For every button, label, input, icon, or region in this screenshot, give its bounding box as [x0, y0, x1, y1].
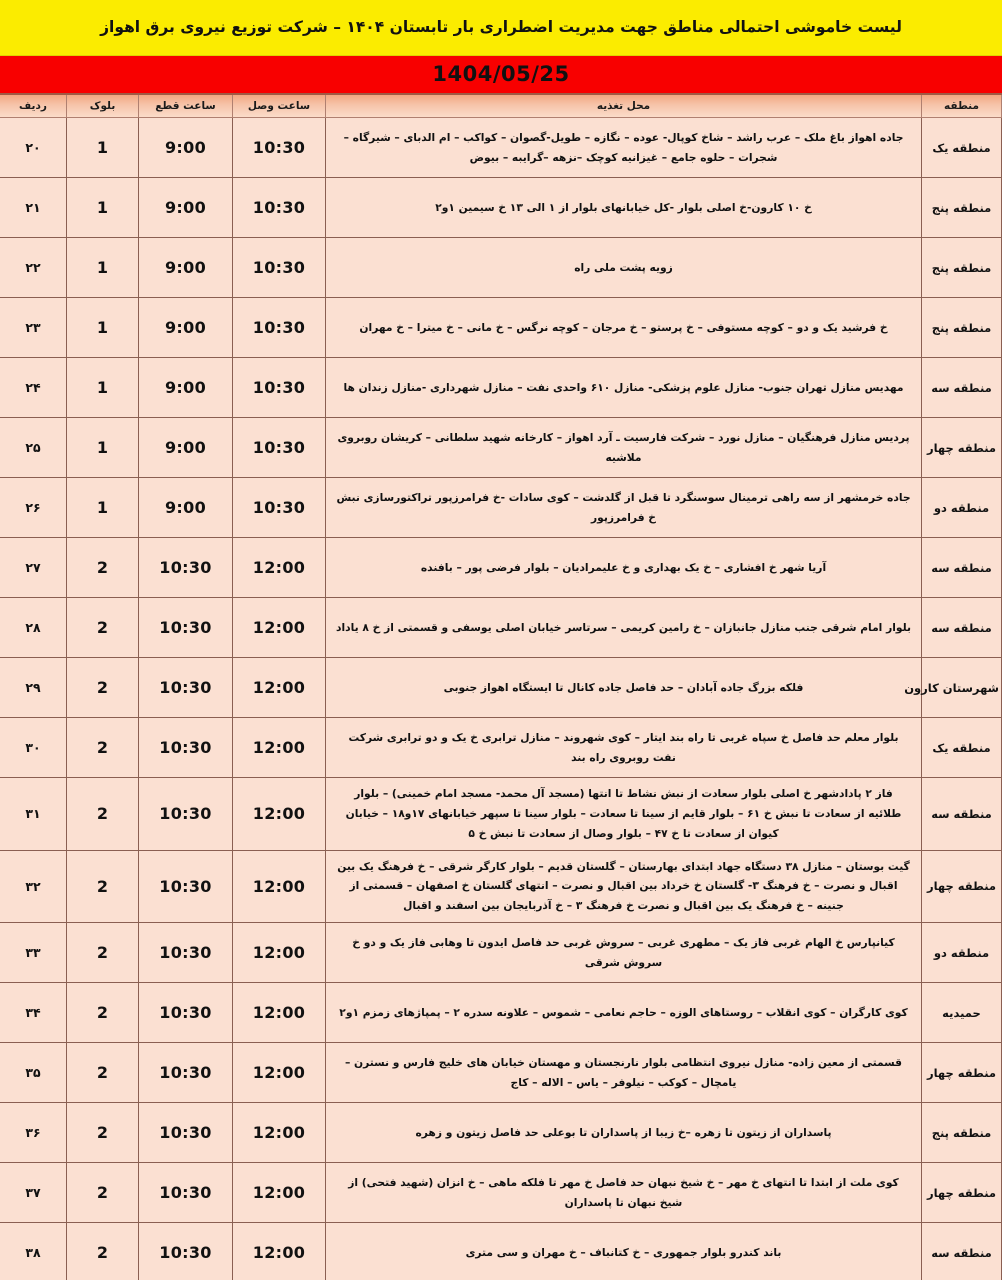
cell-region: منطقه چهار: [922, 850, 1002, 922]
cell-block: 2: [67, 850, 139, 922]
schedule-date: 1404/05/25: [432, 62, 570, 87]
cell-region: حمیدیه: [922, 983, 1002, 1043]
cell-region: منطقه یک: [922, 118, 1002, 178]
cell-region: منطقه چهار: [922, 418, 1002, 478]
cell-block: 2: [67, 598, 139, 658]
cell-block: 2: [67, 778, 139, 850]
cell-block: 2: [67, 1103, 139, 1163]
cell-outage-time: 10:30: [139, 850, 233, 922]
column-header-block: بلوک: [67, 94, 139, 118]
table-row: [0, 1103, 1002, 1163]
cell-outage-time: 10:30: [139, 1223, 233, 1280]
cell-outage-time: 10:30: [139, 1103, 233, 1163]
cell-restore-time: 12:00: [233, 850, 326, 922]
cell-region: منطقه پنج: [922, 178, 1002, 238]
cell-region: منطقه سه: [922, 358, 1002, 418]
column-header-outage-time: ساعت قطع: [139, 94, 233, 118]
cell-restore-time: 12:00: [233, 718, 326, 778]
table-row: [0, 778, 1002, 850]
column-header-row-number: ردیف: [0, 94, 67, 118]
cell-block: 1: [67, 478, 139, 538]
cell-outage-time: 10:30: [139, 1043, 233, 1103]
cell-restore-time: 10:30: [233, 478, 326, 538]
cell-row-number: ۳۳: [0, 923, 67, 983]
cell-restore-time: 10:30: [233, 298, 326, 358]
cell-region: منطقه چهار: [922, 1163, 1002, 1223]
cell-restore-time: 12:00: [233, 1223, 326, 1280]
table-row: [0, 478, 1002, 538]
cell-restore-time: 12:00: [233, 983, 326, 1043]
cell-feeding-location: خ ۱۰ کارون-خ اصلی بلوار -کل خیابانهای بلوار از ۱ الی ۱۳ خ سیمین ۱و۲: [326, 178, 922, 238]
cell-region: منطقه پنج: [922, 298, 1002, 358]
table-row: [0, 538, 1002, 598]
cell-row-number: ۳۷: [0, 1163, 67, 1223]
cell-outage-time: 9:00: [139, 238, 233, 298]
column-header-restore-time: ساعت وصل: [233, 94, 326, 118]
cell-restore-time: 12:00: [233, 778, 326, 850]
cell-feeding-location: گیت بوستان – منازل ۳۸ دستگاه جهاد ابتدای بهارستان – گلستان قدیم – بلوار کارگر شرقی – خ فرهنگ یک بین اقبال و نصرت – خ فرهنگ ۳- گلستان خ خرداد بین اقبال و نصرت – انتهای گلستان خ اصفهان – قسمتی از جنینه – خ فرهنگ یک بین اقبال و نصرت خ فرهنگ ۳ – خ آذربایجان بین اسفند و اقبال: [326, 850, 922, 922]
cell-row-number: ۲۹: [0, 658, 67, 718]
cell-region: منطقه یک: [922, 718, 1002, 778]
cell-row-number: ۳۲: [0, 850, 67, 922]
cell-outage-time: 9:00: [139, 478, 233, 538]
cell-outage-time: 10:30: [139, 983, 233, 1043]
cell-region: منطقه سه: [922, 778, 1002, 850]
cell-restore-time: 12:00: [233, 923, 326, 983]
column-header-feeding-location: محل تغذیه: [326, 94, 922, 118]
cell-row-number: ۳۴: [0, 983, 67, 1043]
table-row: [0, 718, 1002, 778]
column-header-region: منطقه: [922, 94, 1002, 118]
cell-outage-time: 9:00: [139, 358, 233, 418]
cell-region: منطقه سه: [922, 1223, 1002, 1280]
cell-restore-time: 10:30: [233, 358, 326, 418]
cell-feeding-location: کوی ملت از ابتدا تا انتهای خ مهر – خ شیخ نبهان حد فاصل خ مهر تا فلکه ماهی – خ انزان (شهید فتحی) از شیخ نبهان تا پاسداران: [326, 1163, 922, 1223]
table-row: [0, 298, 1002, 358]
cell-feeding-location: جاده اهواز باغ ملک – عرب راشد – شاخ کوپال- عوده – نگازه – طویل-گصوان – کواکب – ام الدبای – شیرگاه – شجرات – حلوه جامع – غیزانیه کوچک –نزهه –گرایبه – بیوض: [326, 118, 922, 178]
cell-block: 1: [67, 118, 139, 178]
cell-block: 1: [67, 298, 139, 358]
cell-feeding-location: کیانپارس خ الهام غربی فاز یک – مطهری غربی – سروش غربی حد فاصل ایدون تا وهابی فاز یک و دو خ سروش شرقی: [326, 923, 922, 983]
cell-region: منطقه پنج: [922, 238, 1002, 298]
table-row: [0, 358, 1002, 418]
cell-restore-time: 10:30: [233, 118, 326, 178]
cell-outage-time: 10:30: [139, 923, 233, 983]
cell-row-number: ۲۷: [0, 538, 67, 598]
cell-block: 2: [67, 1043, 139, 1103]
table-row: [0, 1223, 1002, 1280]
cell-restore-time: 12:00: [233, 1163, 326, 1223]
table-row: [0, 598, 1002, 658]
cell-row-number: ۲۵: [0, 418, 67, 478]
cell-feeding-location: کوی کارگران – کوی انقلاب – روستاهای الوزه – حاجم نعامی – شموس – علاونه سدره ۲ – پمپاژهای زمزم ۱و۲: [326, 983, 922, 1043]
table-row: [0, 983, 1002, 1043]
cell-row-number: ۲۲: [0, 238, 67, 298]
cell-region: منطقه دو: [922, 478, 1002, 538]
schedule-table-container: [0, 93, 1002, 1280]
cell-feeding-location: بلوار معلم حد فاصل خ سپاه غربی تا راه بند ایتار – کوی شهروند – منازل ترابری خ یک و دو ترابری شرکت نفت روبروی راه بند: [326, 718, 922, 778]
cell-outage-time: 10:30: [139, 1163, 233, 1223]
table-row: [0, 1043, 1002, 1103]
cell-row-number: ۲۶: [0, 478, 67, 538]
page-title: لیست خاموشی احتمالی مناطق جهت مدیریت اضطراری بار تابستان ۱۴۰۴ – شرکت توزیع نیروی برق اهواز: [100, 18, 902, 37]
cell-feeding-location: خ فرشید یک و دو – کوچه مستوفی – خ پرستو – خ مرجان – کوچه نرگس – خ مانی – خ میترا – خ مهران: [326, 298, 922, 358]
cell-block: 2: [67, 1163, 139, 1223]
cell-restore-time: 10:30: [233, 178, 326, 238]
date-banner: [0, 56, 1002, 93]
cell-region: منطقه پنج: [922, 1103, 1002, 1163]
cell-block: 2: [67, 983, 139, 1043]
cell-restore-time: 12:00: [233, 538, 326, 598]
table-row: [0, 923, 1002, 983]
table-row: [0, 1163, 1002, 1223]
cell-row-number: ۲۸: [0, 598, 67, 658]
cell-feeding-location: فلکه بزرگ جاده آبادان – حد فاصل جاده کانال تا ایستگاه اهواز جنوبی: [326, 658, 922, 718]
cell-block: 2: [67, 538, 139, 598]
cell-region: منطقه دو: [922, 923, 1002, 983]
schedule-table: [0, 93, 1002, 1280]
cell-restore-time: 12:00: [233, 1043, 326, 1103]
cell-feeding-location: فاز ۲ پادادشهر خ اصلی بلوار سعادت از نبش نشاط تا انتها (مسجد آل محمد- مسجد امام خمینی) – بلوار طلائیه از سعادت تا نبش خ ۶۱ – بلوار قایم از سینا تا سعادت – بلوار سینا تا سپهر خیابانهای ۱۷و۱۸ – خیابان کیوان از سعادت تا خ ۴۷ – بلوار وصال از سعادت تا نبش خ ۵: [326, 778, 922, 850]
cell-feeding-location: جاده خرمشهر از سه راهی ترمینال سوسنگرد تا قبل از گلدشت – کوی سادات -خ فرامرزپور تراکتورسازی نبش خ فرامرزپور: [326, 478, 922, 538]
cell-outage-time: 10:30: [139, 598, 233, 658]
cell-row-number: ۲۰: [0, 118, 67, 178]
cell-row-number: ۳۸: [0, 1223, 67, 1280]
cell-row-number: ۲۱: [0, 178, 67, 238]
cell-outage-time: 9:00: [139, 178, 233, 238]
cell-block: 2: [67, 658, 139, 718]
cell-block: 1: [67, 238, 139, 298]
cell-restore-time: 12:00: [233, 1103, 326, 1163]
cell-outage-time: 10:30: [139, 718, 233, 778]
cell-feeding-location: زویه پشت ملی راه: [326, 238, 922, 298]
cell-region: منطقه سه: [922, 538, 1002, 598]
table-body: [0, 118, 1002, 1280]
cell-outage-time: 10:30: [139, 658, 233, 718]
table-header-row: [0, 94, 1002, 118]
cell-block: 2: [67, 1223, 139, 1280]
cell-feeding-location: مهدیس منازل تهران جنوب- منازل علوم پزشکی- منازل ۶۱۰ واحدی نفت – منازل شهرداری -منازل زندان ها: [326, 358, 922, 418]
cell-outage-time: 10:30: [139, 778, 233, 850]
cell-block: 2: [67, 923, 139, 983]
cell-row-number: ۳۰: [0, 718, 67, 778]
table-row: [0, 118, 1002, 178]
cell-block: 1: [67, 418, 139, 478]
cell-outage-time: 9:00: [139, 418, 233, 478]
table-row: [0, 658, 1002, 718]
table-row: [0, 418, 1002, 478]
cell-feeding-location: پاسداران از زیتون تا زهره –خ زیبا از پاسداران تا بوعلی حد فاصل زیتون و زهره: [326, 1103, 922, 1163]
cell-restore-time: 12:00: [233, 598, 326, 658]
cell-feeding-location: باند کندرو بلوار جمهوری – خ کتانباف – خ مهران و سی متری: [326, 1223, 922, 1280]
cell-region: منطقه سه: [922, 598, 1002, 658]
cell-row-number: ۲۳: [0, 298, 67, 358]
title-banner: [0, 0, 1002, 56]
cell-row-number: ۳۵: [0, 1043, 67, 1103]
cell-block: 1: [67, 358, 139, 418]
cell-row-number: ۳۶: [0, 1103, 67, 1163]
cell-feeding-location: بلوار امام شرقی جنب منازل جانبازان – خ رامین کریمی – سرتاسر خیابان اصلی یوسفی و قسمتی از خ ۸ یاداد: [326, 598, 922, 658]
cell-outage-time: 9:00: [139, 298, 233, 358]
cell-feeding-location: آریا شهر خ افشاری – خ یک بهداری و خ علیمرادیان – بلوار فرضی پور – بافنده: [326, 538, 922, 598]
table-row: [0, 850, 1002, 922]
cell-region: شهرستان کارون: [922, 658, 1002, 718]
cell-feeding-location: قسمتی از معین زاده- منازل نیروی انتظامی بلوار نارنجستان و مهستان خیابان های خلیج فارس و نسترن – یامچال – کوکب – نیلوفر – یاس – الاله – کاج: [326, 1043, 922, 1103]
cell-outage-time: 9:00: [139, 118, 233, 178]
cell-row-number: ۲۴: [0, 358, 67, 418]
cell-block: 1: [67, 178, 139, 238]
cell-block: 2: [67, 718, 139, 778]
cell-region: منطقه چهار: [922, 1043, 1002, 1103]
cell-row-number: ۳۱: [0, 778, 67, 850]
cell-restore-time: 12:00: [233, 658, 326, 718]
cell-outage-time: 10:30: [139, 538, 233, 598]
table-row: [0, 238, 1002, 298]
cell-restore-time: 10:30: [233, 238, 326, 298]
table-header: [0, 94, 1002, 118]
cell-restore-time: 10:30: [233, 418, 326, 478]
cell-feeding-location: پردیس منازل فرهنگیان – منازل نورد – شرکت فارسیت ـ آرد اهواز – کارخانه شهید سلطانی – کریشان روبروی ملاشیه: [326, 418, 922, 478]
table-row: [0, 178, 1002, 238]
